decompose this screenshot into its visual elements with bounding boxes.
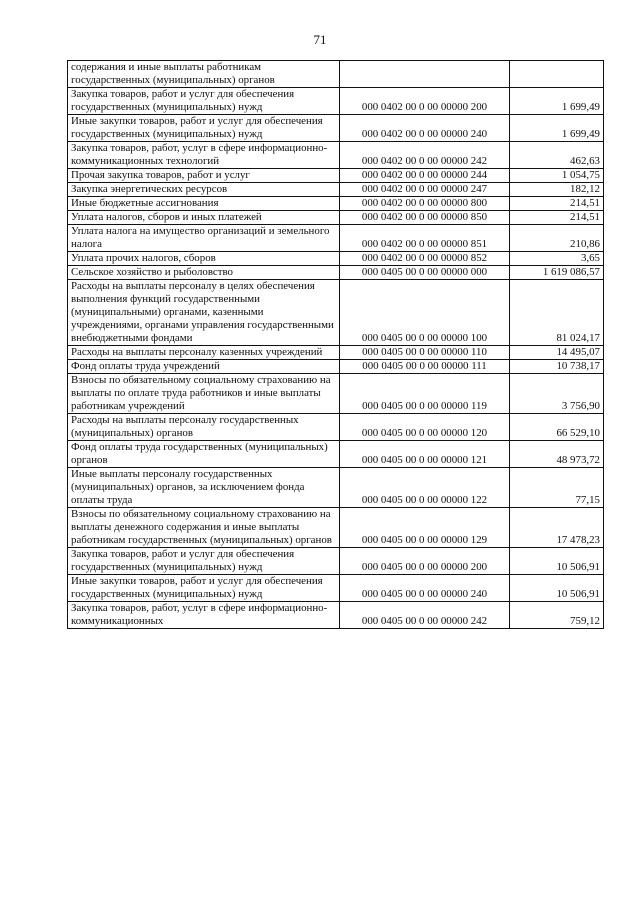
row-sum-cell: 759,12 [510,602,604,629]
row-name-cell: Иные выплаты персоналу государственных (муниципальных) органов, за исключением фонда оплаты труда [68,468,340,508]
row-code-cell: 000 0405 00 0 00 00000 200 [340,548,510,575]
budget-table [67,60,604,629]
row-name-cell: Уплата налога на имущество организаций и земельного налога [68,225,340,252]
row-code-cell: 000 0405 00 0 00 00000 129 [340,508,510,548]
row-sum-cell: 66 529,10 [510,414,604,441]
row-sum-cell: 14 495,07 [510,346,604,360]
row-sum-cell: 17 478,23 [510,508,604,548]
row-sum-cell: 48 973,72 [510,441,604,468]
row-sum-cell: 210,86 [510,225,604,252]
table-row [68,441,604,468]
row-sum-cell: 10 738,17 [510,360,604,374]
row-sum-cell: 462,63 [510,142,604,169]
row-sum-cell: 214,51 [510,211,604,225]
row-code-cell: 000 0402 00 0 00 00000 247 [340,183,510,197]
table-row [68,360,604,374]
row-sum-cell: 214,51 [510,197,604,211]
row-name-cell: Расходы на выплаты персоналу в целях обеспечения выполнения функций государственными (муниципальными) органами, казенными учреждениями, органами управления государственными внебюджетными фондами [68,280,340,346]
row-name-cell: Закупка товаров, работ, услуг в сфере информационно-коммуникационных технологий [68,142,340,169]
table-row [68,142,604,169]
row-name-cell: Закупка товаров, работ, услуг в сфере информационно-коммуникационных [68,602,340,629]
row-sum-cell: 77,15 [510,468,604,508]
row-name-cell: Закупка товаров, работ и услуг для обеспечения государственных (муниципальных) нужд [68,88,340,115]
row-sum-cell [510,61,604,88]
row-sum-cell: 10 506,91 [510,548,604,575]
row-name-cell: Уплата прочих налогов, сборов [68,252,340,266]
table-row [68,61,604,88]
row-name-cell: Закупка товаров, работ и услуг для обеспечения государственных (муниципальных) нужд [68,548,340,575]
row-code-cell [340,61,510,88]
page-number: 71 [313,32,327,47]
row-code-cell: 000 0405 00 0 00 00000 111 [340,360,510,374]
row-code-cell: 000 0402 00 0 00 00000 244 [340,169,510,183]
row-code-cell: 000 0402 00 0 00 00000 850 [340,211,510,225]
table-row [68,548,604,575]
table-row [68,414,604,441]
row-name-cell: Взносы по обязательному социальному страхованию на выплаты денежного содержания и иные выплаты работникам государственных (муниципальных) органов [68,508,340,548]
row-name-cell: Уплата налогов, сборов и иных платежей [68,211,340,225]
table-row [68,508,604,548]
table-row [68,468,604,508]
row-code-cell: 000 0405 00 0 00 00000 121 [340,441,510,468]
table-row [68,169,604,183]
row-name-cell: Фонд оплаты труда государственных (муниципальных) органов [68,441,340,468]
table-row [68,211,604,225]
table-row [68,88,604,115]
table-row [68,252,604,266]
table-row [68,602,604,629]
table-row [68,266,604,280]
budget-table-body [68,61,604,629]
table-row [68,183,604,197]
row-code-cell: 000 0405 00 0 00 00000 242 [340,602,510,629]
table-row [68,197,604,211]
row-code-cell: 000 0402 00 0 00 00000 240 [340,115,510,142]
row-code-cell: 000 0405 00 0 00 00000 110 [340,346,510,360]
row-code-cell: 000 0402 00 0 00 00000 800 [340,197,510,211]
row-code-cell: 000 0405 00 0 00 00000 120 [340,414,510,441]
table-row [68,115,604,142]
row-code-cell: 000 0405 00 0 00 00000 100 [340,280,510,346]
row-name-cell: Взносы по обязательному социальному страхованию на выплаты по оплате труда работников и иные выплаты работникам учреждений [68,374,340,414]
row-sum-cell: 3 756,90 [510,374,604,414]
row-name-cell: Иные закупки товаров, работ и услуг для обеспечения государственных (муниципальных) нужд [68,115,340,142]
row-sum-cell: 10 506,91 [510,575,604,602]
row-sum-cell: 1 699,49 [510,115,604,142]
table-row [68,374,604,414]
table-row [68,346,604,360]
table-row [68,575,604,602]
row-name-cell: Иные бюджетные ассигнования [68,197,340,211]
row-code-cell: 000 0402 00 0 00 00000 852 [340,252,510,266]
table-row [68,225,604,252]
row-name-cell: Фонд оплаты труда учреждений [68,360,340,374]
row-sum-cell: 3,65 [510,252,604,266]
row-sum-cell: 1 054,75 [510,169,604,183]
row-name-cell: Иные закупки товаров, работ и услуг для обеспечения государственных (муниципальных) нужд [68,575,340,602]
row-sum-cell: 182,12 [510,183,604,197]
row-name-cell: Сельское хозяйство и рыболовство [68,266,340,280]
row-name-cell: Расходы на выплаты персоналу государственных (муниципальных) органов [68,414,340,441]
row-name-cell: Расходы на выплаты персоналу казенных учреждений [68,346,340,360]
row-code-cell: 000 0402 00 0 00 00000 200 [340,88,510,115]
row-name-cell: содержания и иные выплаты работникам государственных (муниципальных) органов [68,61,340,88]
row-name-cell: Закупка энергетических ресурсов [68,183,340,197]
row-code-cell: 000 0402 00 0 00 00000 242 [340,142,510,169]
row-sum-cell: 81 024,17 [510,280,604,346]
row-sum-cell: 1 619 086,57 [510,266,604,280]
row-name-cell: Прочая закупка товаров, работ и услуг [68,169,340,183]
table-row [68,280,604,346]
row-code-cell: 000 0405 00 0 00 00000 119 [340,374,510,414]
row-code-cell: 000 0405 00 0 00 00000 000 [340,266,510,280]
row-code-cell: 000 0405 00 0 00 00000 240 [340,575,510,602]
row-code-cell: 000 0402 00 0 00 00000 851 [340,225,510,252]
row-sum-cell: 1 699,49 [510,88,604,115]
row-code-cell: 000 0405 00 0 00 00000 122 [340,468,510,508]
